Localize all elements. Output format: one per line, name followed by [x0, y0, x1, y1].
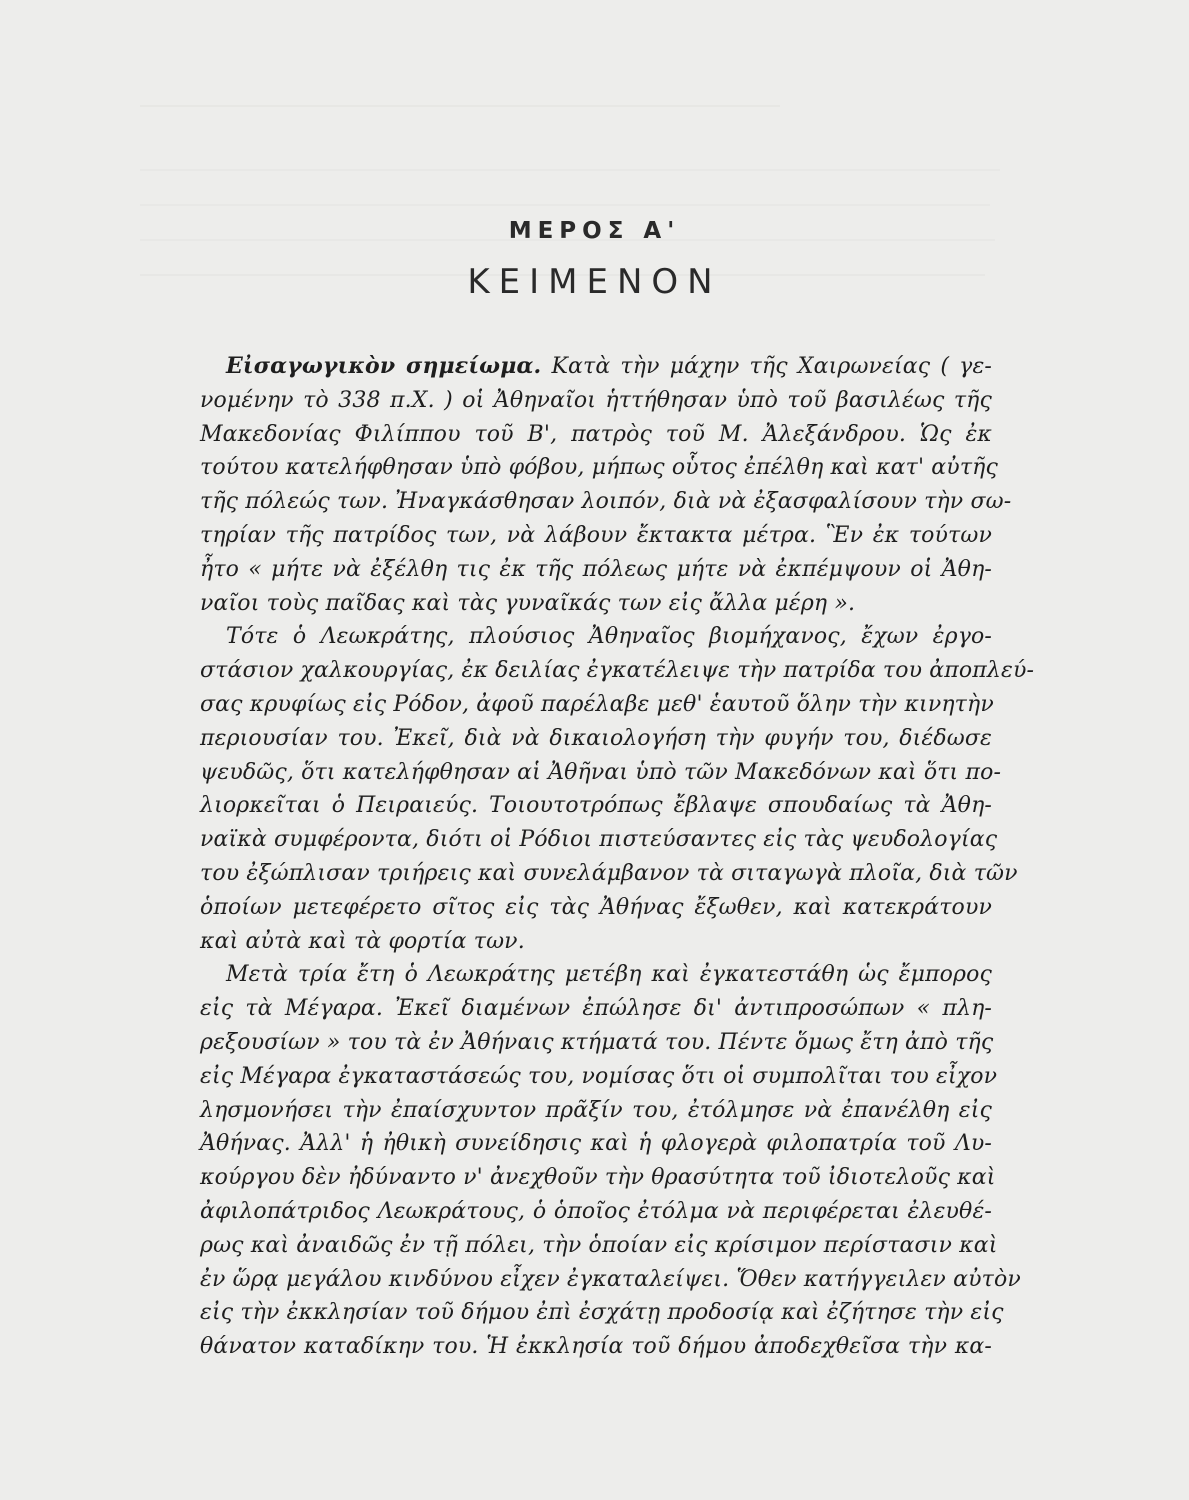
text-line: λησμονήσει τὴν ἐπαίσχυντον πρᾶξίν του, ἐτόλμησε νὰ ἐπανέλθη εἰς — [200, 1097, 992, 1123]
introduction-lead: Εἰσαγωγικὸν σημείωμα. — [226, 353, 542, 379]
text-line: Μετὰ τρία ἔτη ὁ Λεωκράτης μετέβη καὶ ἐγκατεστάθη ὡς ἔμπορος — [226, 962, 992, 988]
text-line: Εἰσαγωγικὸν σημείωμα. Κατὰ τὴν μάχην τῆς Χαιρωνείας ( γε- — [226, 353, 992, 379]
text-line: Μακεδονίας Φιλίππου τοῦ Β', πατρὸς τοῦ Μ. Ἀλεξάνδρου. Ὡς ἐκ — [200, 421, 992, 447]
text-line: σας κρυφίως εἰς Ρόδον, ἀφοῦ παρέλαβε μεθ' ἑαυτοῦ ὅλην τὴν κινητὴν — [200, 691, 994, 717]
text-line: Τότε ὁ Λεωκράτης, πλούσιος Ἀθηναῖος βιομήχανος, ἔχων ἐργο- — [226, 624, 992, 650]
text-line: θάνατον καταδίκην του. Ἡ ἐκκλησία τοῦ δήμου ἀποδεχθεῖσα τὴν κα- — [200, 1334, 992, 1360]
part-heading: ΜΕΡΟΣ Α' — [508, 218, 681, 244]
text-line: του ἐξώπλισαν τριήρεις καὶ συνελάμβανον τὰ σιταγωγὰ πλοῖα, διὰ τῶν — [200, 860, 1018, 886]
text-line: εἰς Μέγαρα ἐγκαταστάσεώς του, νομίσας ὅτι οἱ συμπολῖται του εἶχον — [200, 1063, 998, 1089]
text-line: κούργου δὲν ἠδύναντο ν' ἀνεχθοῦν τὴν θρασύτητα τοῦ ἰδιοτελοῦς καὶ — [200, 1165, 996, 1191]
text-line: ναῖοι τοὺς παῖδας καὶ τὰς γυναῖκάς των εἰς ἄλλα μέρη ». — [200, 590, 856, 616]
paragraph-leocrates-flight — [200, 620, 1035, 958]
text-line: ἀφιλοπάτριδος Λεωκράτους, ὁ ὁποῖος ἐτόλμα νὰ περιφέρεται ἐλευθέ- — [200, 1198, 992, 1224]
text-line: τηρίαν τῆς πατρίδος των, νὰ λάβουν ἔκτακτα μέτρα. Ἓν ἐκ τούτων — [200, 522, 992, 548]
text-line: νομένην τὸ 338 π.Χ. ) οἱ Ἀθηναῖοι ἡττήθησαν ὑπὸ τοῦ βασιλέως τῆς — [200, 387, 992, 413]
text-line: ὁποίων μετεφέρετο σῖτος εἰς τὰς Ἀθήνας ἔξωθεν, καὶ κατεκράτουν — [200, 894, 992, 920]
text-line: ἦτο « μήτε νὰ ἐξέλθη τις ἐκ τῆς πόλεως μήτε νὰ ἐκπέμψουν οἱ Ἀθη- — [200, 556, 992, 582]
text-line: καὶ αὐτὰ καὶ τὰ φορτία των. — [200, 928, 525, 954]
section-title: ΚΕΙΜΕΝΟΝ — [467, 262, 722, 302]
text-line: εἰς τὰ Μέγαρα. Ἐκεῖ διαμένων ἐπώλησε δι' ἀντιπροσώπων « πλη- — [200, 996, 992, 1022]
text-line: εἰς τὴν ἐκκλησίαν τοῦ δήμου ἐπὶ ἐσχάτῃ προδοσίᾳ καὶ ἐζήτησε τὴν εἰς — [200, 1300, 1004, 1326]
body-text — [200, 350, 1035, 1364]
text-line: τούτου κατελήφθησαν ὑπὸ φόβου, μήπως οὗτος ἐπέλθη καὶ κατ' αὐτῆς — [200, 455, 998, 481]
text-line: ρως καὶ ἀναιδῶς ἐν τῇ πόλει, τὴν ὁποίαν εἰς κρίσιμον περίστασιν καὶ — [200, 1232, 998, 1258]
text-line: ρεξουσίων » του τὰ ἐν Ἀθήναις κτήματά του. Πέντε ὅμως ἔτη ἀπὸ τῆς — [200, 1029, 994, 1055]
text-line: στάσιον χαλκουργίας, ἐκ δειλίας ἐγκατέλειψε τὴν πατρίδα του ἀποπλεύ- — [200, 658, 1035, 684]
paragraph-introduction — [200, 350, 1012, 620]
text-line: Ἀθήνας. Ἀλλ' ἡ ἠθικὴ συνείδησις καὶ ἡ φλογερὰ φιλοπατρία τοῦ Λυ- — [200, 1131, 992, 1157]
text-line: ἐν ὥρᾳ μεγάλου κινδύνου εἶχεν ἐγκαταλείψει. Ὅθεν κατήγγειλεν αὐτὸν — [200, 1266, 1021, 1292]
paragraph-return-to-athens — [200, 958, 1021, 1364]
text-line: ψευδῶς, ὅτι κατελήφθησαν αἱ Ἀθῆναι ὑπὸ τῶν Μακεδόνων καὶ ὅτι πο- — [200, 759, 1002, 785]
text-line: τῆς πόλεώς των. Ἠναγκάσθησαν λοιπόν, διὰ νὰ ἐξασφαλίσουν τὴν σω- — [200, 489, 1012, 515]
text-line: λιορκεῖται ὁ Πειραιεύς. Τοιουτοτρόπως ἔβλαψε σπουδαίως τὰ Ἀθη- — [200, 793, 992, 819]
text-line: περιουσίαν του. Ἐκεῖ, διὰ νὰ δικαιολογήση τὴν φυγήν του, διέδωσε — [200, 725, 992, 751]
text-line: ναϊκὰ συμφέροντα, διότι οἱ Ρόδιοι πιστεύσαντες εἰς τὰς ψευδολογίας — [200, 827, 998, 853]
